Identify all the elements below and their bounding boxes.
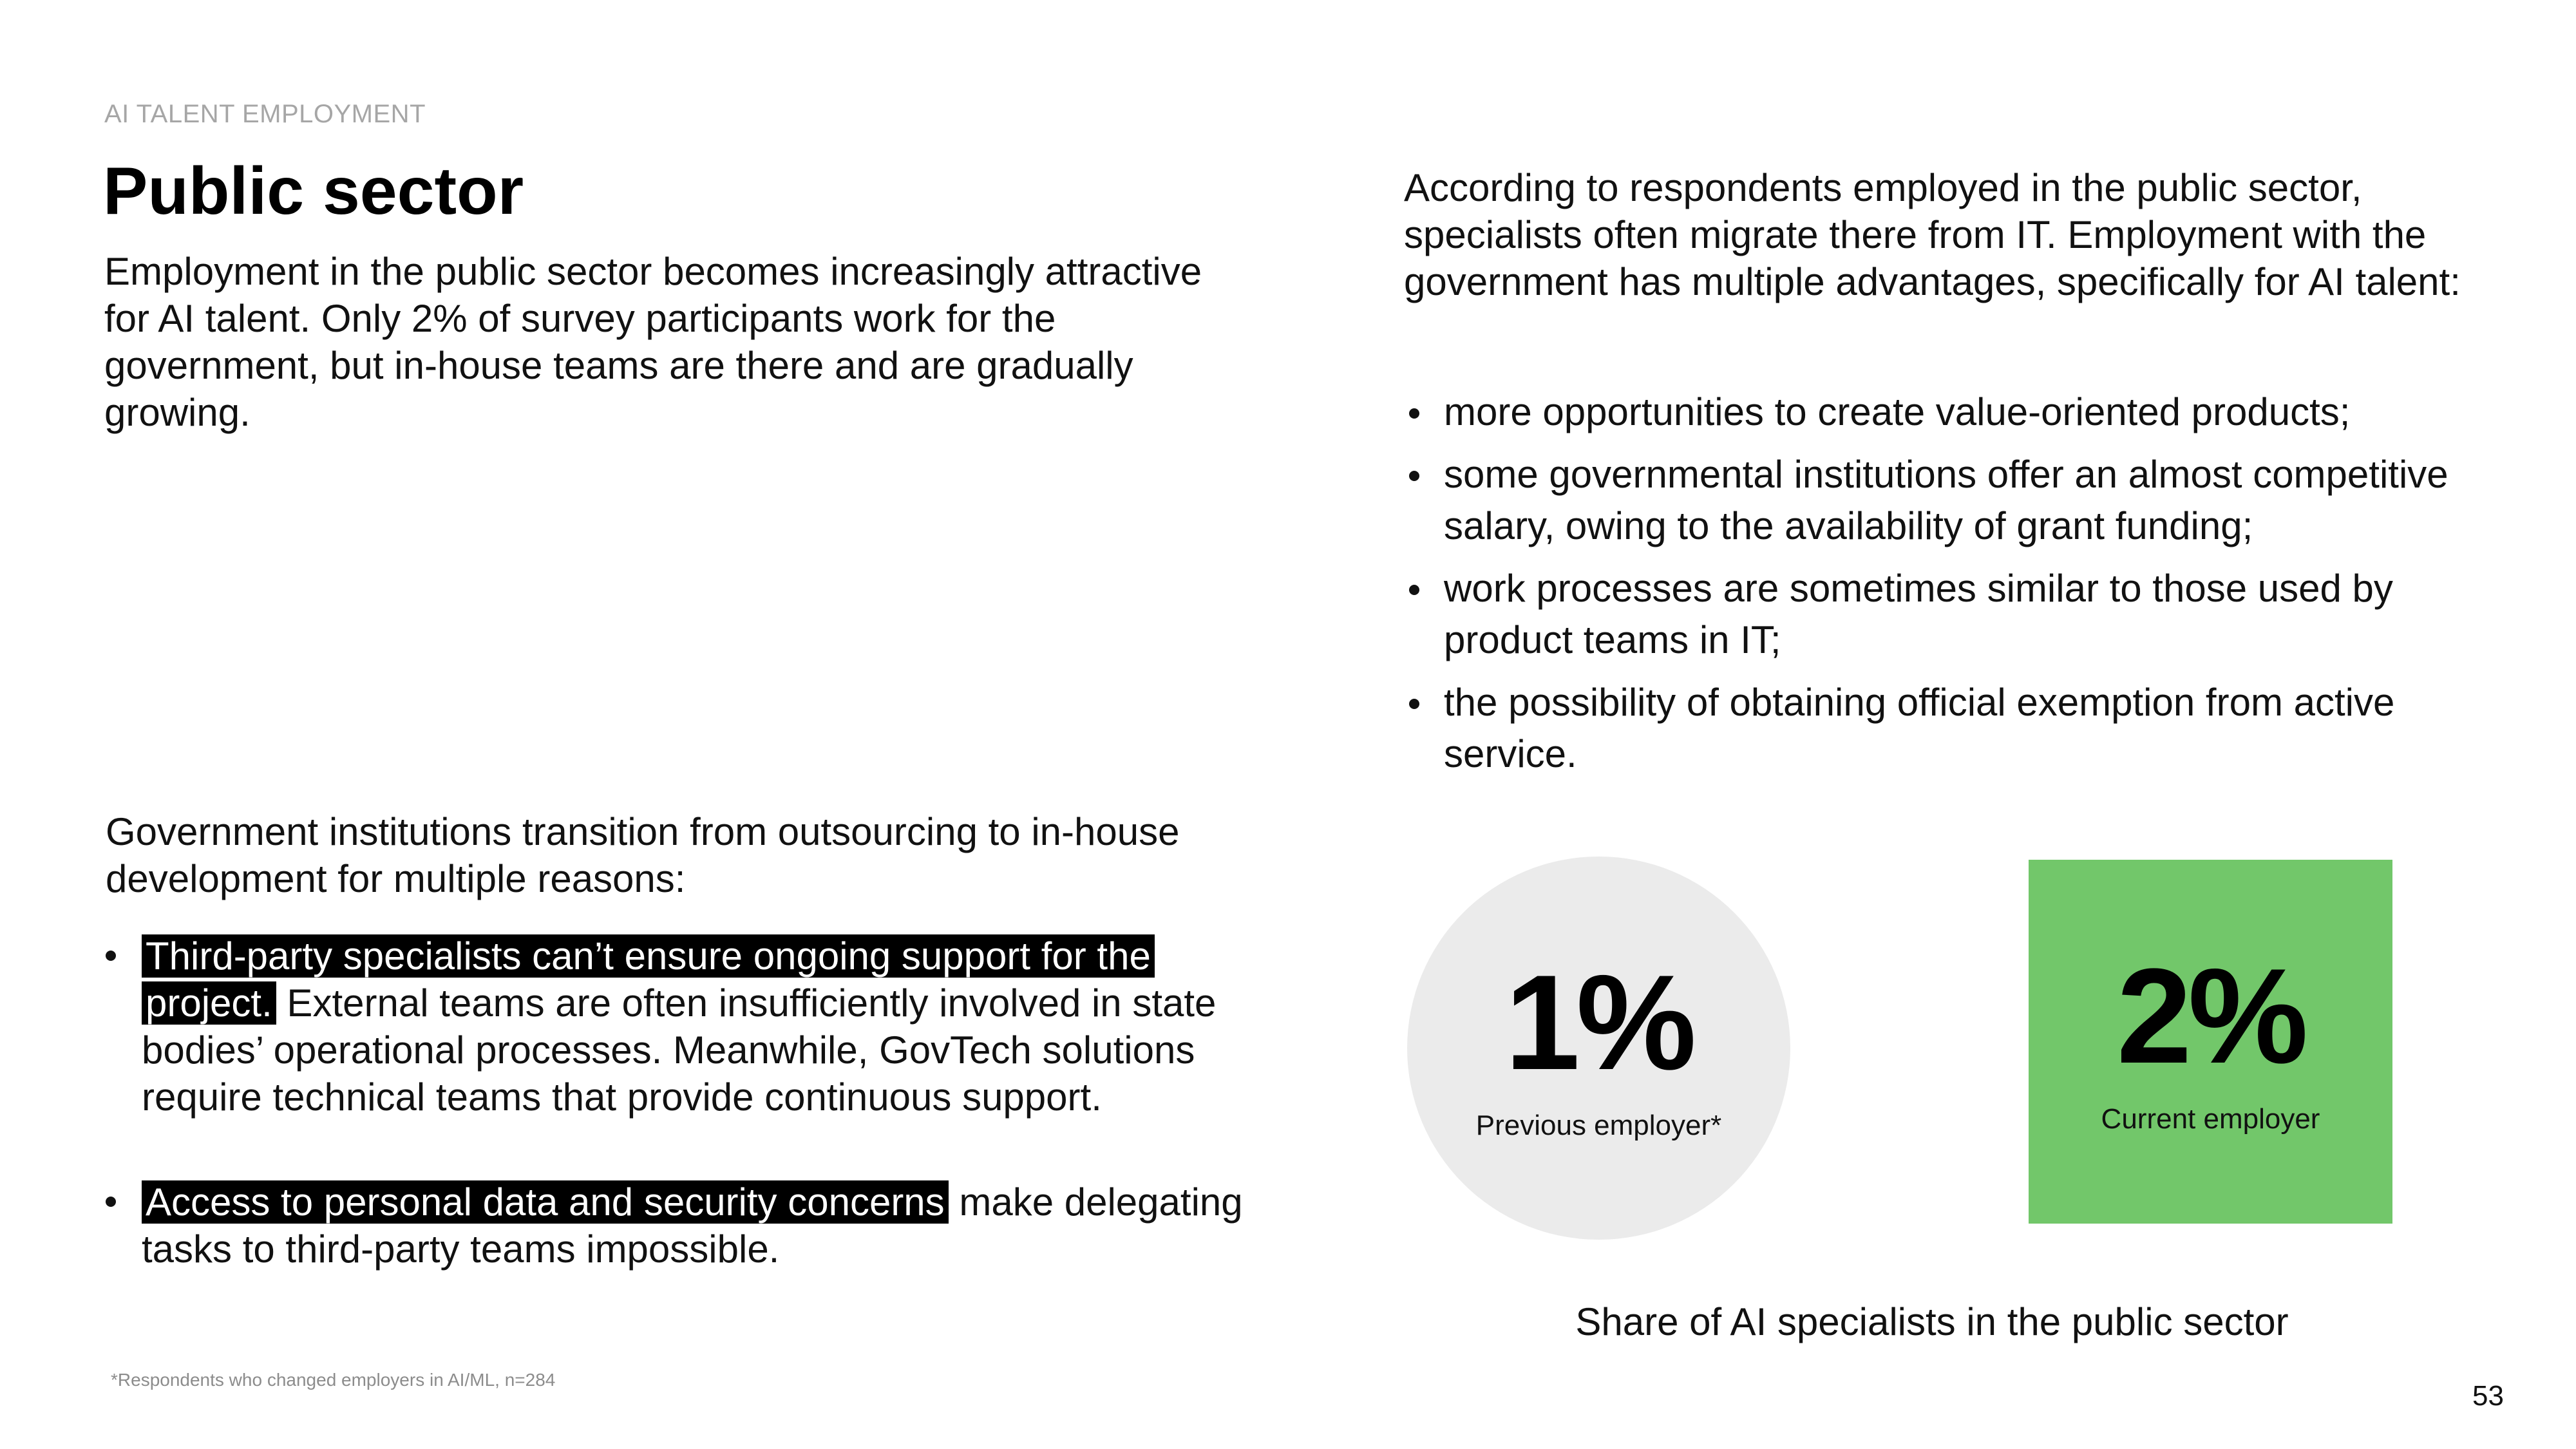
reasons-list xyxy=(104,933,1251,1331)
page-title: Public sector xyxy=(103,154,524,229)
footnote: *Respondents who changed employers in AI/ML, n=284 xyxy=(111,1370,556,1390)
stats-caption: Share of AI specialists in the public sector xyxy=(1575,1300,2289,1343)
reason-text: make delegating tasks to third-party teams impossible. xyxy=(142,1180,1243,1271)
previous-employer-value: 1% xyxy=(1504,946,1693,1098)
advantages-intro: According to respondents employed in the public sector, specialists often migrate there from IT. Employment with the government has multiple advantages, specifically for AI talent: xyxy=(1404,166,2461,303)
advantage-item: some governmental institutions offer an almost competitive salary, owing to the availability of grant funding; xyxy=(1404,449,2499,552)
reason-highlight: Third-party specialists can’t ensure ongoing support for the project. xyxy=(142,934,1155,1025)
section-label: AI TALENT EMPLOYMENT xyxy=(104,100,426,128)
current-employer-stat xyxy=(2029,860,2392,1224)
reason-highlight: Access to personal data and security concerns xyxy=(142,1180,949,1224)
reason-item xyxy=(104,933,1251,1121)
advantage-item: work processes are sometimes similar to those used by product teams in IT; xyxy=(1404,563,2499,666)
advantages-list xyxy=(1404,386,2499,791)
previous-employer-label: Previous employer* xyxy=(1475,1109,1722,1141)
advantage-item: more opportunities to create value-oriented products; xyxy=(1404,386,2499,438)
page-number: 53 xyxy=(2472,1380,2504,1412)
current-employer-value: 2% xyxy=(2116,940,2305,1092)
reasons-intro: Government institutions transition from outsourcing to in-house development for multiple reasons: xyxy=(106,810,1180,900)
intro-paragraph: Employment in the public sector becomes increasingly attractive for AI talent. Only 2% of survey participants work for the government, but in-house teams are there and are gradually growing. xyxy=(104,250,1202,434)
reason-text: External teams are often insufficiently involved in state bodies’ operational processes. Meanwhile, GovTech solutions require technical teams that provide continuous support. xyxy=(142,981,1217,1119)
reason-item xyxy=(104,1179,1251,1273)
advantage-item: the possibility of obtaining official exemption from active service. xyxy=(1404,677,2499,780)
current-employer-label: Current employer xyxy=(2101,1103,2320,1135)
previous-employer-stat xyxy=(1407,857,1790,1240)
